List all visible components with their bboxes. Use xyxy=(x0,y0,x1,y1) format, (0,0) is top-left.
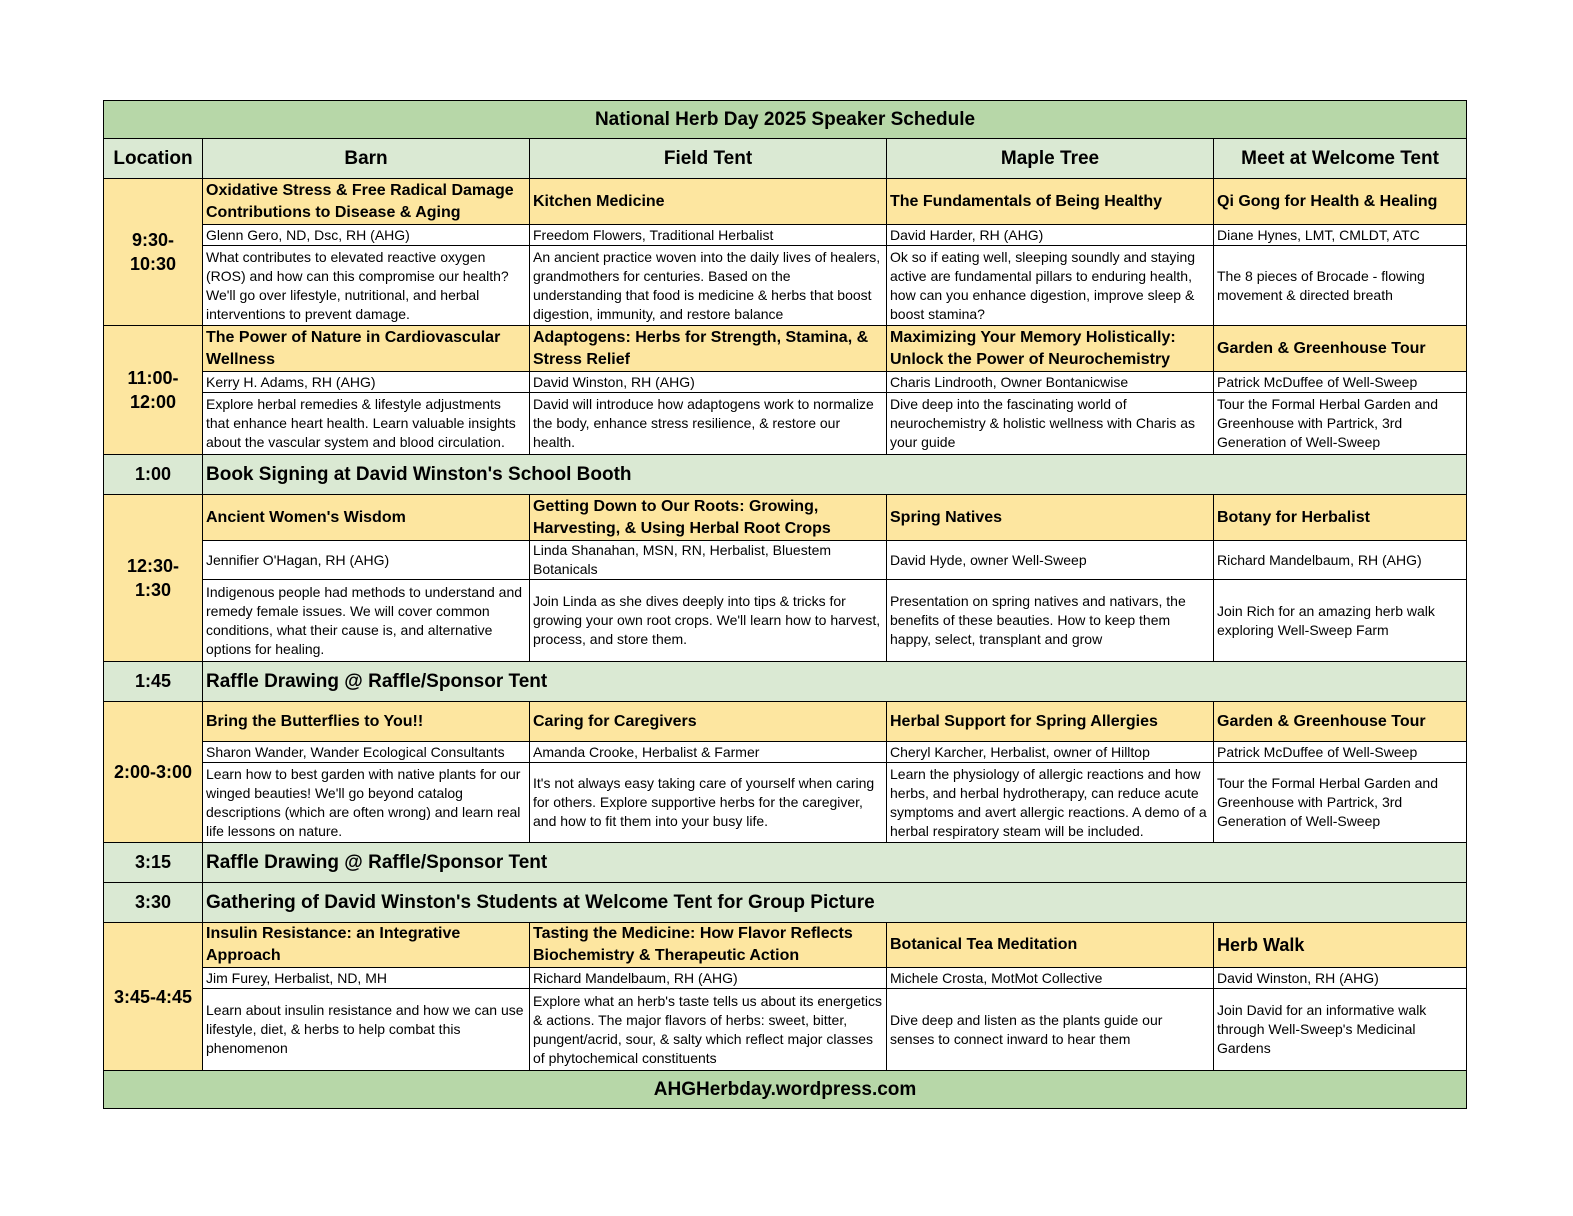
header-barn: Barn xyxy=(203,139,530,179)
session-description: Tour the Formal Herbal Garden and Greenhouse with Partrick, 3rd Generation of Well-Sweep xyxy=(1214,763,1467,843)
speaker-name: Michele Crosta, MotMot Collective xyxy=(887,968,1214,989)
speaker-name: Patrick McDuffee of Well-Sweep xyxy=(1214,742,1467,763)
header-field-tent: Field Tent xyxy=(530,139,887,179)
description-row xyxy=(104,580,1467,662)
speaker-row xyxy=(104,225,1467,246)
speaker-name: Sharon Wander, Wander Ecological Consultants xyxy=(203,742,530,763)
speaker-name: Amanda Crooke, Herbalist & Farmer xyxy=(530,742,887,763)
session-description: Learn how to best garden with native plants for our winged beauties! We'll go beyond catalog descriptions (which are often wrong) and learn real life lessons on nature. xyxy=(203,763,530,843)
session-description: What contributes to elevated reactive oxygen (ROS) and how can this compromise our health? We'll go over lifestyle, nutritional, and herbal interventions to prevent damage. xyxy=(203,246,530,326)
speaker-name: Charis Lindrooth, Owner Bontanicwise xyxy=(887,372,1214,393)
session-description: Dive deep into the fascinating world of neurochemistry & holistic wellness with Charis as your guide xyxy=(887,393,1214,455)
session-title-row xyxy=(104,179,1467,225)
session-title: Garden & Greenhouse Tour xyxy=(1214,702,1467,742)
time-slot: 2:00-3:00 xyxy=(104,702,203,843)
header-maple-tree: Maple Tree xyxy=(887,139,1214,179)
session-title: Tasting the Medicine: How Flavor Reflects Biochemistry & Therapeutic Action xyxy=(530,923,887,968)
time-slot: 9:30- 10:30 xyxy=(104,179,203,326)
event-text: Raffle Drawing @ Raffle/Sponsor Tent xyxy=(203,662,1467,702)
speaker-name: Patrick McDuffee of Well-Sweep xyxy=(1214,372,1467,393)
time-slot: 3:45-4:45 xyxy=(104,923,203,1071)
speaker-name: David Harder, RH (AHG) xyxy=(887,225,1214,246)
session-title: Herb Walk xyxy=(1214,923,1467,968)
session-title-row xyxy=(104,326,1467,372)
session-title: The Fundamentals of Being Healthy xyxy=(887,179,1214,225)
event-row xyxy=(104,843,1467,883)
event-text: Book Signing at David Winston's School Booth xyxy=(203,455,1467,495)
session-description: Dive deep and listen as the plants guide our senses to connect inward to hear them xyxy=(887,989,1214,1071)
event-row xyxy=(104,662,1467,702)
speaker-name: David Hyde, owner Well-Sweep xyxy=(887,541,1214,580)
speaker-schedule-table xyxy=(103,100,1467,1109)
event-row xyxy=(104,883,1467,923)
session-description: Join Linda as she dives deeply into tips & tricks for growing your own root crops. We'll learn how to harvest, process, and store them. xyxy=(530,580,887,662)
session-title: Maximizing Your Memory Holistically: Unlock the Power of Neurochemistry xyxy=(887,326,1214,372)
session-title-row xyxy=(104,923,1467,968)
header-location: Location xyxy=(104,139,203,179)
speaker-name: Richard Mandelbaum, RH (AHG) xyxy=(1214,541,1467,580)
session-title: Insulin Resistance: an Integrative Approach xyxy=(203,923,530,968)
event-time: 3:15 xyxy=(104,843,203,883)
session-title: Adaptogens: Herbs for Strength, Stamina, & Stress Relief xyxy=(530,326,887,372)
event-time: 3:30 xyxy=(104,883,203,923)
speaker-name: David Winston, RH (AHG) xyxy=(530,372,887,393)
session-description: Tour the Formal Herbal Garden and Greenhouse with Partrick, 3rd Generation of Well-Sweep xyxy=(1214,393,1467,455)
speaker-name: Cheryl Karcher, Herbalist, owner of Hilltop xyxy=(887,742,1214,763)
speaker-name: Linda Shanahan, MSN, RN, Herbalist, Bluestem Botanicals xyxy=(530,541,887,580)
session-title-row xyxy=(104,702,1467,742)
speaker-name: Glenn Gero, ND, Dsc, RH (AHG) xyxy=(203,225,530,246)
session-title: Ancient Women's Wisdom xyxy=(203,495,530,541)
schedule-title: National Herb Day 2025 Speaker Schedule xyxy=(104,101,1467,139)
event-time: 1:00 xyxy=(104,455,203,495)
session-description: Learn the physiology of allergic reactions and how herbs, and herbal hydrotherapy, can reduce acute symptoms and avert allergic reactions. A demo of a herbal respiratory steam will be included. xyxy=(887,763,1214,843)
session-description: It's not always easy taking care of yourself when caring for others. Explore supportive herbs for the caregiver, and how to fit them into your busy life. xyxy=(530,763,887,843)
session-description: Ok so if eating well, sleeping soundly and staying active are fundamental pillars to enduring health, how can you enhance digestion, improve sleep & boost stamina? xyxy=(887,246,1214,326)
title-row xyxy=(104,101,1467,139)
description-row xyxy=(104,393,1467,455)
speaker-name: Richard Mandelbaum, RH (AHG) xyxy=(530,968,887,989)
session-description: David will introduce how adaptogens work to normalize the body, enhance stress resilience, & restore our health. xyxy=(530,393,887,455)
time-slot: 12:30- 1:30 xyxy=(104,495,203,662)
session-title: Botanical Tea Meditation xyxy=(887,923,1214,968)
header-row xyxy=(104,139,1467,179)
session-title: Botany for Herbalist xyxy=(1214,495,1467,541)
session-title: Getting Down to Our Roots: Growing, Harvesting, & Using Herbal Root Crops xyxy=(530,495,887,541)
session-title: Spring Natives xyxy=(887,495,1214,541)
session-title-row xyxy=(104,495,1467,541)
time-slot: 11:00- 12:00 xyxy=(104,326,203,455)
speaker-name: Diane Hynes, LMT, CMLDT, ATC xyxy=(1214,225,1467,246)
session-description: Explore herbal remedies & lifestyle adjustments that enhance heart health. Learn valuable insights about the vascular system and blood circulation. xyxy=(203,393,530,455)
event-text: Raffle Drawing @ Raffle/Sponsor Tent xyxy=(203,843,1467,883)
session-description: Join Rich for an amazing herb walk exploring Well-Sweep Farm xyxy=(1214,580,1467,662)
event-row xyxy=(104,455,1467,495)
session-title: Oxidative Stress & Free Radical Damage Contributions to Disease & Aging xyxy=(203,179,530,225)
session-description: Presentation on spring natives and nativars, the benefits of these beauties. How to keep them happy, select, transplant and grow xyxy=(887,580,1214,662)
speaker-row xyxy=(104,541,1467,580)
speaker-name: David Winston, RH (AHG) xyxy=(1214,968,1467,989)
header-welcome-tent: Meet at Welcome Tent xyxy=(1214,139,1467,179)
description-row xyxy=(104,763,1467,843)
session-description: The 8 pieces of Brocade - flowing movement & directed breath xyxy=(1214,246,1467,326)
footer-row xyxy=(104,1071,1467,1109)
event-text: Gathering of David Winston's Students at Welcome Tent for Group Picture xyxy=(203,883,1467,923)
website-footer: AHGHerbday.wordpress.com xyxy=(104,1071,1467,1109)
speaker-row xyxy=(104,372,1467,393)
session-title: Herbal Support for Spring Allergies xyxy=(887,702,1214,742)
session-description: Learn about insulin resistance and how we can use lifestyle, diet, & herbs to help combat this phenomenon xyxy=(203,989,530,1071)
description-row xyxy=(104,989,1467,1071)
speaker-row xyxy=(104,968,1467,989)
session-title: The Power of Nature in Cardiovascular Wellness xyxy=(203,326,530,372)
session-title: Caring for Caregivers xyxy=(530,702,887,742)
session-title: Bring the Butterflies to You!! xyxy=(203,702,530,742)
description-row xyxy=(104,246,1467,326)
session-description: Join David for an informative walk through Well-Sweep's Medicinal Gardens xyxy=(1214,989,1467,1071)
speaker-name: Jim Furey, Herbalist, ND, MH xyxy=(203,968,530,989)
session-description: Explore what an herb's taste tells us about its energetics & actions. The major flavors of herbs: sweet, bitter, pungent/acrid, sour, & salty which reflect major classes of phytochemical constituents xyxy=(530,989,887,1071)
session-description: Indigenous people had methods to understand and remedy female issues. We will cover common conditions, what their cause is, and alternative options for healing. xyxy=(203,580,530,662)
speaker-row xyxy=(104,742,1467,763)
speaker-name: Freedom Flowers, Traditional Herbalist xyxy=(530,225,887,246)
session-title: Garden & Greenhouse Tour xyxy=(1214,326,1467,372)
session-description: An ancient practice woven into the daily lives of healers, grandmothers for centuries. Based on the understanding that food is medicine & herbs that boost digestion, immunity, and restore balance xyxy=(530,246,887,326)
session-title: Qi Gong for Health & Healing xyxy=(1214,179,1467,225)
speaker-name: Jennifier O'Hagan, RH (AHG) xyxy=(203,541,530,580)
session-title: Kitchen Medicine xyxy=(530,179,887,225)
speaker-name: Kerry H. Adams, RH (AHG) xyxy=(203,372,530,393)
event-time: 1:45 xyxy=(104,662,203,702)
